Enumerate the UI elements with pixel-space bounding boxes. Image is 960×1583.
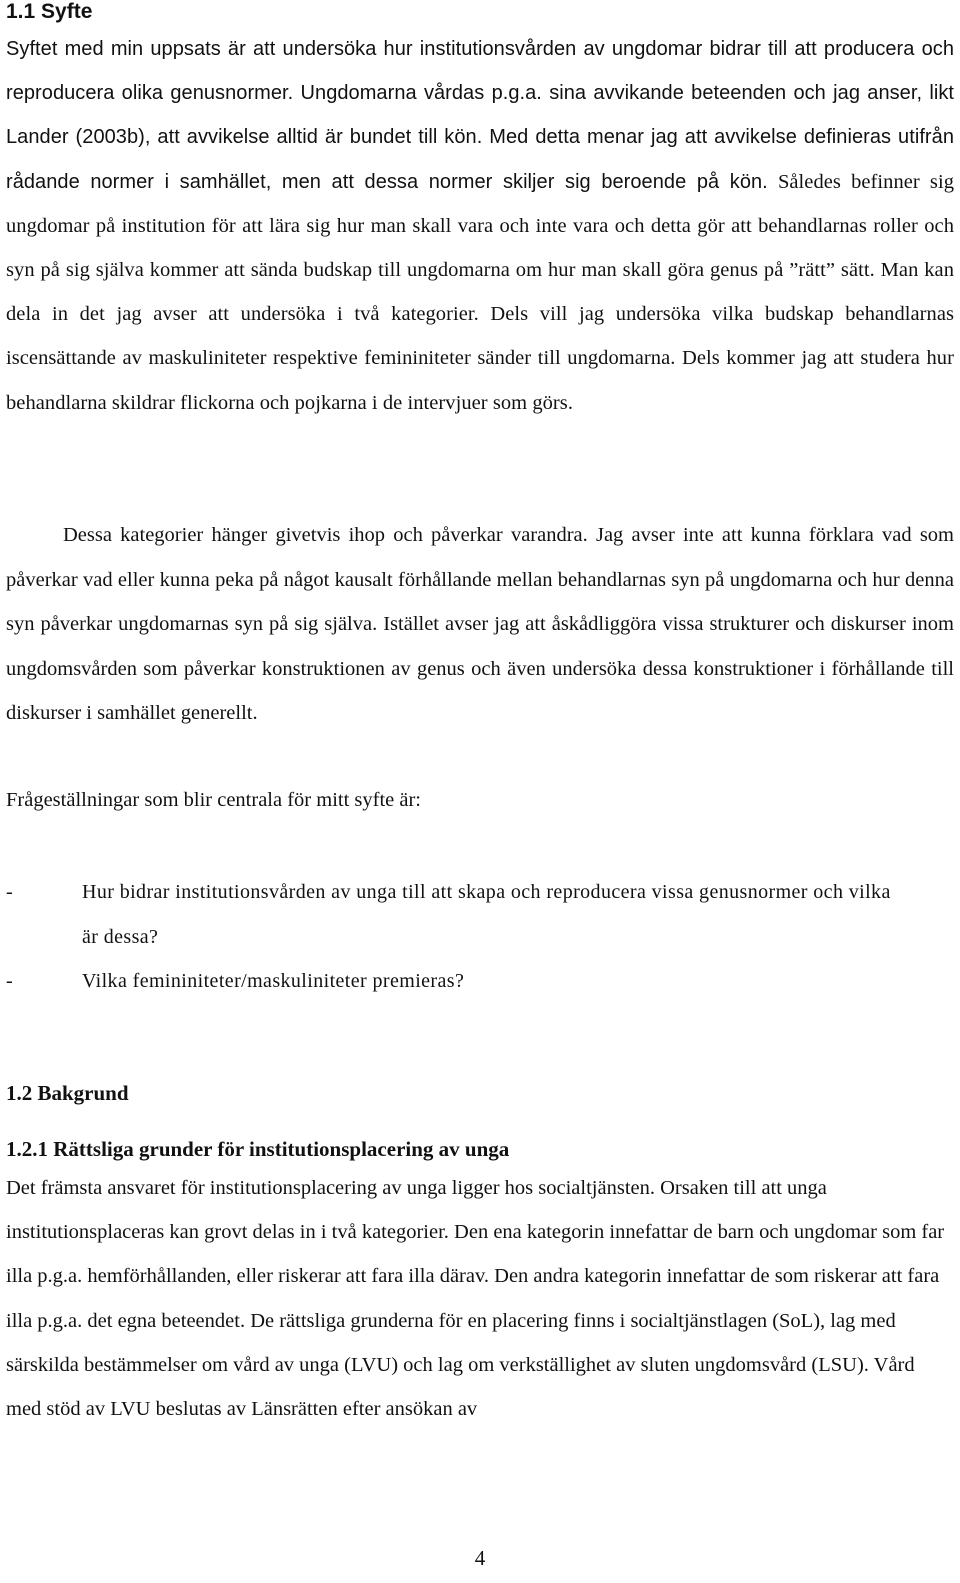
list-item-text: Hur bidrar institutionsvården av unga till att skapa och reproducera vissa genusnormer och vilka är dessa? [82,881,891,948]
paragraph-syfte-1-part-a: Syftet med min uppsats är att undersöka hur institutionsvården av ungdomar bidrar till att producera och reproducera olika genusnormer. Ungdomarna vårdas p.g.a. sina avvikande beteenden och jag anser, likt Lander (2003b), att avvikelse alltid är bundet till kön. Med detta menar jag att avvikelse definieras utifrån rådande normer i samhället, men att dessa normer skiljer sig beroende på kön. [6,38,954,193]
paragraph-fragestallningar-intro: Frågeställningar som blir centrala för mitt syfte är: [6,789,421,811]
paragraph-syfte-1-part-b: Således befinner sig ungdomar på institution för att lära sig hur man skall vara och inte vara och detta gör att behandlarnas roller och syn på sig själva kommer att sända budskap till ungdomarna om hur man skall göra genus på ”rätt” sätt. Man kan dela in det jag avser att undersöka i två kategorier. Dels vill jag undersöka vilka budskap behandlarnas iscensättande av maskuliniteter respektive femininiteter sänder till ungdomarna. Dels kommer jag att studera hur behandlarna skildrar flickorna och pojkarna i de intervjuer som görs. [6,170,955,414]
research-questions-list [6,870,906,1004]
subsection-heading-rattsliga-grunder: 1.2.1 Rättsliga grunder för institutionsplacering av unga [6,1137,510,1161]
section-heading-bakgrund: 1.2 Bakgrund [6,1081,129,1105]
list-item [6,959,906,1004]
list-dash: - [6,970,13,992]
list-dash: - [6,881,13,903]
paragraph-syfte-2: Dessa kategorier hänger givetvis ihop och påverkar varandra. Jag avser inte att kunna förklara vad som påverkar vad eller kunna peka på något kausalt förhållande mellan behandlarnas syn på ungdomarna och hur denna syn påverkar ungdomarnas syn på sig själva. Istället avser jag att åskådliggöra vissa strukturer och diskurser inom ungdomsvården som påverkar konstruktionen av genus och även undersöka dessa konstruktioner i förhållande till diskurser i samhället generellt. [6,524,954,724]
page-number: 4 [474,1546,486,1570]
list-item [6,870,906,959]
list-item-text: Vilka femininiteter/maskuliniteter premieras? [82,970,465,992]
paragraph-rattsliga-grunder: Det främsta ansvaret för institutionsplacering av unga ligger hos socialtjänsten. Orsaken till att unga institutionsplaceras kan grovt delas in i två kategorier. Den ena kategorin innefattar de barn och ungdomar som far illa p.g.a. hemförhållanden, eller riskerar att fara illa därav. Den andra kategorin innefattar de som riskerar att fara illa p.g.a. det egna beteendet. De rättsliga grunderna för en placering finns i socialtjänstlagen (SoL), lag med särskilda bestämmelser om vård av unga (LVU) och lag om verkställighet av sluten ungdomsvård (LSU). Vård med stöd av LVU beslutas av Länsrätten efter ansökan av [6,1177,945,1421]
paragraph-syfte-1 [6,27,954,425]
section-heading-syfte: 1.1 Syfte [6,0,93,23]
